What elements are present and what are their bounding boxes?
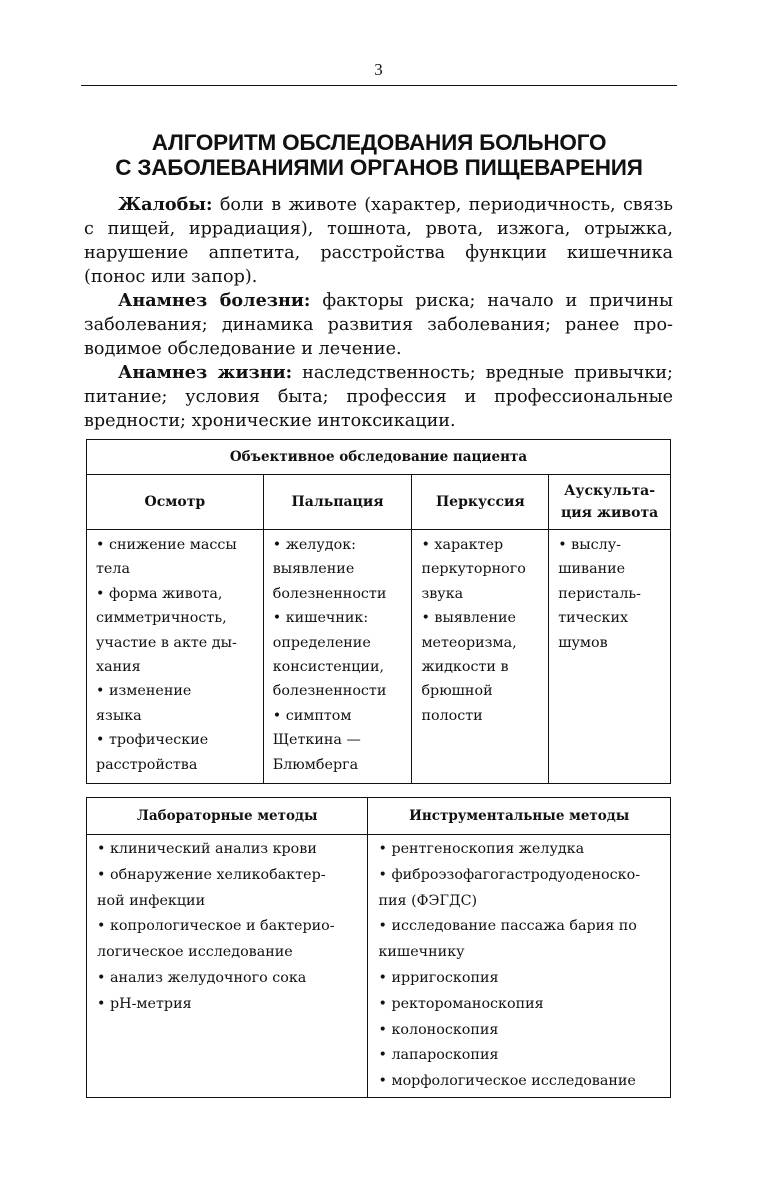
cell-line: полости [421, 707, 483, 724]
cell-line: брюшной [421, 683, 493, 700]
cell-line: определение [272, 634, 371, 651]
header-rule [81, 85, 677, 86]
cell-line: • выявление [421, 610, 516, 627]
life-history-paragraph [84, 361, 673, 433]
life-history-text: наследственность; вредные привычки; питание; условия быта; профессия и профессиональные вредности; хронические интоксикации. [84, 363, 673, 431]
palpation-header: Пальпация [263, 475, 412, 530]
cell-line: • желудок: [272, 537, 356, 553]
cell-line: • изменение [96, 683, 192, 700]
cell-line: болезненности [272, 585, 387, 602]
cell-line: тела [96, 561, 130, 578]
percussion-header: Перкуссия [412, 475, 549, 530]
percussion-cell [412, 530, 549, 784]
disease-history-label: Анамнез болезни: [118, 290, 311, 311]
cell-line: • кишечник: [272, 610, 369, 627]
cell-line: • фиброэзофагогастродуоденоско- [378, 866, 641, 883]
page-title-line-1: АЛГОРИТМ ОБСЛЕДОВАНИЯ БОЛЬНОГО [151, 130, 607, 155]
page-title [81, 130, 677, 180]
disease-history-paragraph [84, 289, 673, 361]
inspection-cell [87, 530, 264, 784]
instrumental-methods-header: Инструментальные методы [368, 798, 671, 835]
cell-line: • колоноскопия [378, 1021, 499, 1038]
palpation-cell [263, 530, 412, 784]
life-history-label: Анамнез жизни: [118, 362, 293, 383]
cell-line: логическое исследование [97, 944, 293, 961]
cell-line: • ректороманоскопия [378, 995, 544, 1012]
cell-line: • симптом [272, 707, 352, 724]
cell-line: кишечнику [378, 944, 465, 961]
cell-line: • анализ желудочного сока [97, 969, 307, 986]
cell-line: • морфологическое исследование [378, 1073, 636, 1090]
cell-line: консистенции, [272, 659, 385, 676]
cell-line: ной инфекции [97, 892, 206, 909]
cell-line: расстройства [96, 756, 198, 773]
cell-line: • исследование пассажа бария по [378, 918, 637, 935]
cell-line: • характер [421, 537, 504, 553]
cell-line: выявление [272, 561, 355, 578]
cell-line: • форма живота, [96, 585, 223, 602]
complaints-text: боли в животе (характер, периодичность, связь с пищей, иррадиация), тошнота, рвота, изжога, отрыжка, нарушение аппетита, расстройства функции кишечника (понос или запор). [84, 195, 673, 287]
disease-history-text: факторы риска; начало и причины заболевания; динамика развития заболевания; ранее проводимое обследование и лечение. [84, 291, 673, 359]
cell-line: Блюмберга [272, 756, 359, 773]
cell-line: звука [421, 585, 464, 602]
cell-line: • ирригоскопия [378, 969, 499, 986]
cell-line: языка [96, 707, 142, 724]
cell-line: • обнаружение хеликобактер- [97, 866, 326, 883]
cell-line: пия (ФЭГДС) [378, 892, 478, 909]
cell-line: шивание [558, 561, 626, 578]
cell-line: перкуторного [421, 561, 526, 578]
cell-line: • копрологическое и бактерио- [97, 918, 335, 935]
objective-exam-table [86, 439, 671, 784]
auscultation-header [549, 475, 671, 530]
cell-line: тических [558, 610, 629, 627]
instrumental-methods-cell [368, 835, 671, 1098]
cell-line: болезненности [272, 683, 387, 700]
cell-line: Щеткина — [272, 732, 361, 749]
cell-line: • трофические [96, 732, 209, 749]
page-title-line-2: С ЗАБОЛЕВАНИЯМИ ОРГАНОВ ПИЩЕВАРЕНИЯ [115, 155, 643, 180]
exam-table-caption: Объективное обследование пациента [87, 440, 671, 475]
lab-methods-header: Лабораторные методы [87, 798, 368, 835]
cell-line: • выслу- [558, 537, 621, 553]
page-number: 3 [374, 60, 383, 79]
cell-line: жидкости в [421, 659, 509, 676]
auscultation-header-line: ция живота [560, 505, 659, 521]
cell-line: участие в акте ды- [96, 634, 237, 651]
auscultation-header-line: Аускульта- [564, 483, 656, 499]
cell-line: шумов [558, 634, 608, 651]
cell-line: перисталь- [558, 585, 642, 602]
cell-line: метеоризма, [421, 634, 517, 651]
methods-table [86, 797, 671, 1098]
inspection-header: Осмотр [87, 475, 264, 530]
cell-line: симметричность, [96, 610, 227, 627]
complaints-paragraph [84, 193, 673, 289]
cell-line: • pH-метрия [97, 995, 192, 1012]
cell-line: • рентгеноскопия желудка [378, 841, 585, 857]
auscultation-cell [549, 530, 671, 784]
complaints-label: Жалобы: [118, 194, 213, 215]
cell-line: • клинический анализ крови [97, 841, 317, 857]
cell-line: хания [96, 659, 141, 676]
cell-line: • лапароскопия [378, 1047, 499, 1064]
cell-line: • снижение массы [96, 537, 237, 553]
lab-methods-cell [87, 835, 368, 1098]
